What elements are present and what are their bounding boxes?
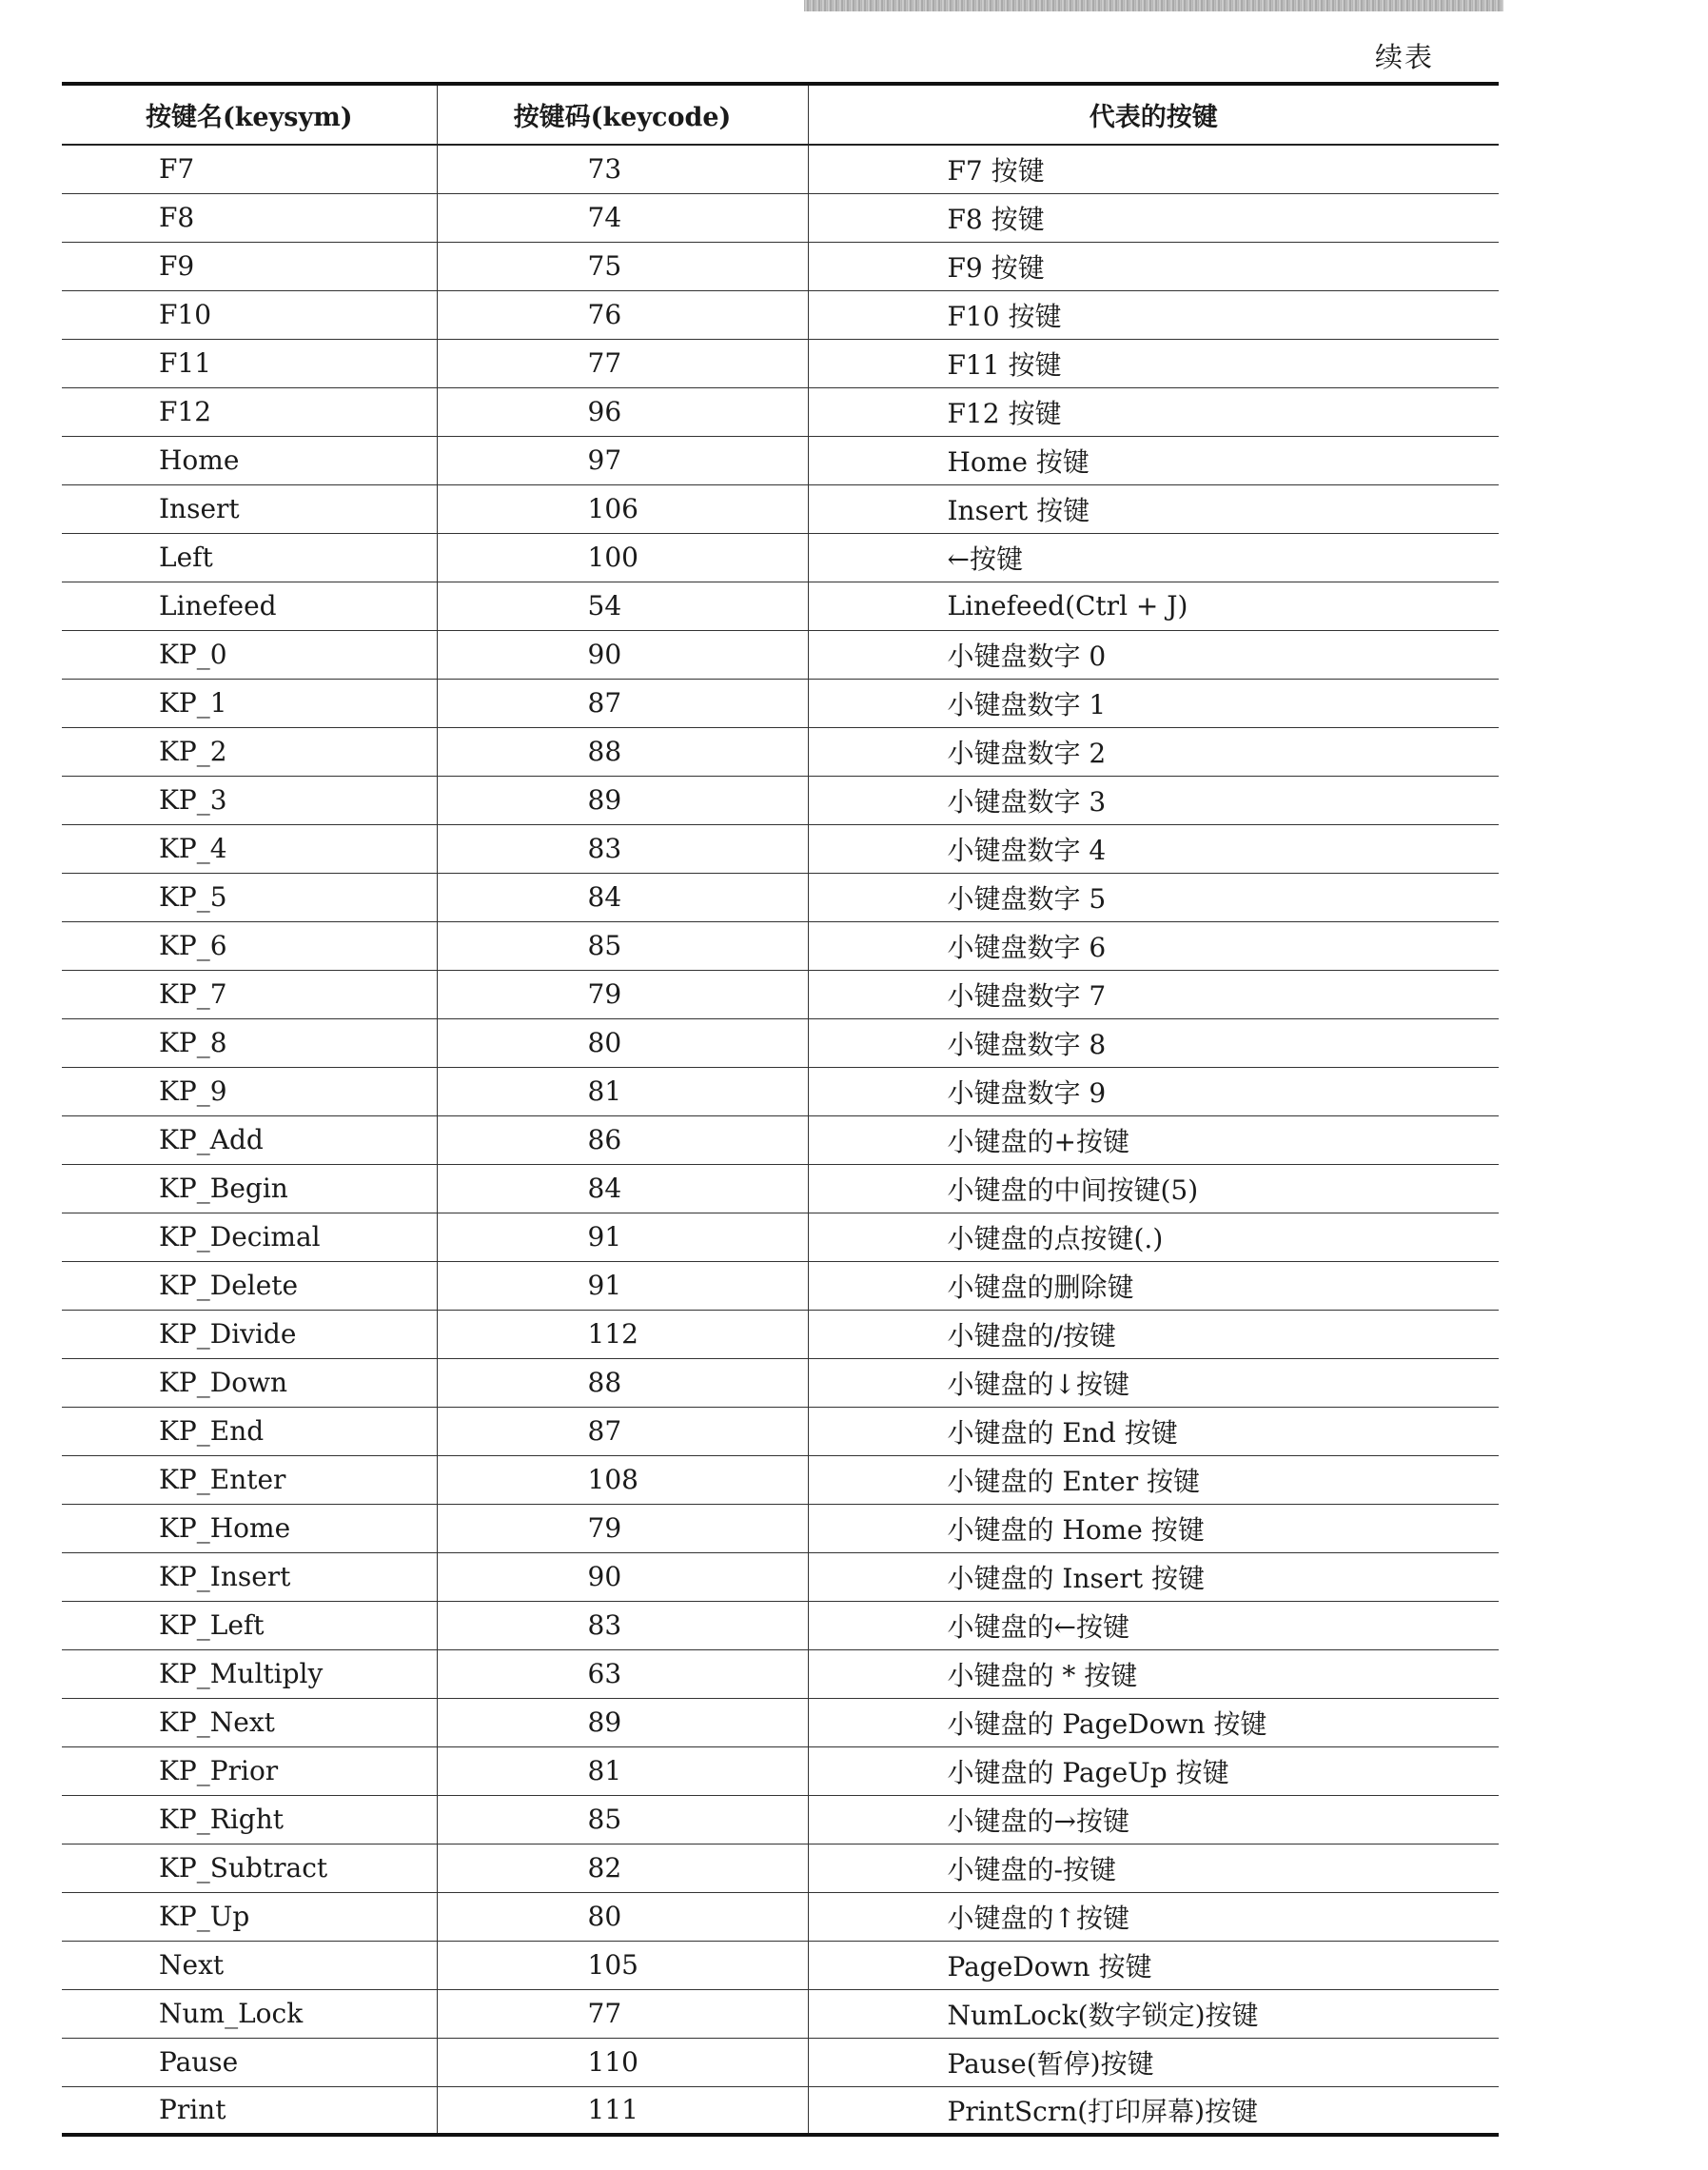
cell-description: 小键盘的 PageUp 按键: [808, 1746, 1499, 1795]
cell-keycode: 87: [437, 679, 808, 727]
cell-keycode: 77: [437, 1989, 808, 2038]
table-row: [62, 1746, 1499, 1795]
cell-keysym: Num_Lock: [62, 1989, 437, 2038]
cell-keysym: KP_3: [62, 776, 437, 824]
cell-keycode: 63: [437, 1649, 808, 1698]
cell-keycode: 91: [437, 1261, 808, 1310]
cell-keysym: KP_Right: [62, 1795, 437, 1844]
table-row: [62, 1018, 1499, 1067]
table-row: [62, 1504, 1499, 1552]
table-row: [62, 824, 1499, 873]
cell-keysym: KP_Add: [62, 1115, 437, 1164]
table-header-row: [62, 84, 1499, 145]
table-row: [62, 1844, 1499, 1892]
cell-keycode: 54: [437, 582, 808, 630]
cell-description: 小键盘的↑按键: [808, 1892, 1499, 1941]
header-description: 代表的按键: [808, 84, 1499, 145]
cell-description: 小键盘的/按键: [808, 1310, 1499, 1358]
cell-keysym: Print: [62, 2086, 437, 2135]
cell-description: 小键盘数字 4: [808, 824, 1499, 873]
cell-description: 小键盘的←按键: [808, 1601, 1499, 1649]
table-row: [62, 1989, 1499, 2038]
cell-keysym: F9: [62, 242, 437, 290]
cell-keysym: F7: [62, 145, 437, 193]
header-keysym: 按键名(keysym): [62, 84, 437, 145]
table-row: [62, 1601, 1499, 1649]
cell-keycode: 80: [437, 1018, 808, 1067]
cell-keycode: 86: [437, 1115, 808, 1164]
cell-keysym: F12: [62, 387, 437, 436]
cell-keycode: 90: [437, 630, 808, 679]
cell-keycode: 112: [437, 1310, 808, 1358]
cell-keysym: KP_Prior: [62, 1746, 437, 1795]
cell-keysym: KP_Begin: [62, 1164, 437, 1213]
cell-keysym: KP_4: [62, 824, 437, 873]
cell-keysym: KP_Divide: [62, 1310, 437, 1358]
table-row: [62, 1407, 1499, 1455]
table-row: [62, 1892, 1499, 1941]
cell-description: F12 按键: [808, 387, 1499, 436]
table-row: [62, 290, 1499, 339]
cell-keycode: 96: [437, 387, 808, 436]
cell-description: 小键盘的删除键: [808, 1261, 1499, 1310]
cell-keysym: KP_End: [62, 1407, 437, 1455]
table-row: [62, 436, 1499, 484]
cell-keycode: 81: [437, 1746, 808, 1795]
cell-description: Home 按键: [808, 436, 1499, 484]
cell-keysym: KP_0: [62, 630, 437, 679]
cell-keysym: Left: [62, 533, 437, 582]
cell-keysym: F8: [62, 193, 437, 242]
table-row: [62, 533, 1499, 582]
cell-keycode: 106: [437, 484, 808, 533]
cell-keycode: 73: [437, 145, 808, 193]
table-row: [62, 1941, 1499, 1989]
cell-description: 小键盘的→按键: [808, 1795, 1499, 1844]
table-row: [62, 679, 1499, 727]
cell-keysym: KP_9: [62, 1067, 437, 1115]
cell-keycode: 97: [437, 436, 808, 484]
cell-keycode: 74: [437, 193, 808, 242]
table-row: [62, 1213, 1499, 1261]
table-row: [62, 582, 1499, 630]
cell-description: F8 按键: [808, 193, 1499, 242]
cell-description: 小键盘数字 6: [808, 921, 1499, 970]
cell-description: 小键盘数字 1: [808, 679, 1499, 727]
table-row: [62, 242, 1499, 290]
page-top-scan-bar: [804, 0, 1503, 11]
cell-keysym: KP_Insert: [62, 1552, 437, 1601]
cell-keysym: KP_Subtract: [62, 1844, 437, 1892]
cell-keycode: 79: [437, 1504, 808, 1552]
table-row: [62, 1067, 1499, 1115]
table-row: [62, 873, 1499, 921]
cell-description: 小键盘数字 3: [808, 776, 1499, 824]
cell-description: 小键盘的中间按键(5): [808, 1164, 1499, 1213]
table-row: [62, 1698, 1499, 1746]
cell-description: 小键盘的-按键: [808, 1844, 1499, 1892]
table-row: [62, 921, 1499, 970]
table-body: [62, 145, 1499, 2135]
cell-description: 小键盘的↓按键: [808, 1358, 1499, 1407]
cell-keysym: KP_2: [62, 727, 437, 776]
cell-description: 小键盘的 PageDown 按键: [808, 1698, 1499, 1746]
cell-keysym: KP_Down: [62, 1358, 437, 1407]
table-row: [62, 630, 1499, 679]
cell-description: 小键盘的 End 按键: [808, 1407, 1499, 1455]
cell-keysym: F11: [62, 339, 437, 387]
cell-keycode: 85: [437, 921, 808, 970]
cell-keycode: 105: [437, 1941, 808, 1989]
cell-keysym: KP_1: [62, 679, 437, 727]
cell-keycode: 85: [437, 1795, 808, 1844]
table-row: [62, 1358, 1499, 1407]
table-row: [62, 1649, 1499, 1698]
cell-description: F7 按键: [808, 145, 1499, 193]
cell-keycode: 91: [437, 1213, 808, 1261]
cell-keysym: F10: [62, 290, 437, 339]
cell-keycode: 88: [437, 1358, 808, 1407]
table-row: [62, 1164, 1499, 1213]
keysym-table: [62, 82, 1499, 2137]
cell-description: F11 按键: [808, 339, 1499, 387]
cell-keysym: KP_Next: [62, 1698, 437, 1746]
cell-keysym: KP_Delete: [62, 1261, 437, 1310]
table-row: [62, 970, 1499, 1018]
cell-description: NumLock(数字锁定)按键: [808, 1989, 1499, 2038]
cell-description: 小键盘数字 2: [808, 727, 1499, 776]
cell-keycode: 84: [437, 873, 808, 921]
cell-description: 小键盘的 * 按键: [808, 1649, 1499, 1698]
cell-keysym: KP_5: [62, 873, 437, 921]
cell-keysym: KP_Enter: [62, 1455, 437, 1504]
table-row: [62, 145, 1499, 193]
cell-keycode: 83: [437, 1601, 808, 1649]
cell-keysym: KP_Decimal: [62, 1213, 437, 1261]
cell-description: 小键盘的 Insert 按键: [808, 1552, 1499, 1601]
cell-keycode: 90: [437, 1552, 808, 1601]
cell-keysym: KP_Up: [62, 1892, 437, 1941]
table-row: [62, 2086, 1499, 2135]
cell-description: 小键盘数字 8: [808, 1018, 1499, 1067]
cell-description: Insert 按键: [808, 484, 1499, 533]
cell-description: 小键盘的+按键: [808, 1115, 1499, 1164]
cell-keycode: 77: [437, 339, 808, 387]
cell-description: ←按键: [808, 533, 1499, 582]
cell-keycode: 100: [437, 533, 808, 582]
continued-label: 续表: [1375, 41, 1435, 73]
table-row: [62, 339, 1499, 387]
cell-description: F9 按键: [808, 242, 1499, 290]
cell-keysym: KP_Left: [62, 1601, 437, 1649]
table-row: [62, 1310, 1499, 1358]
cell-description: 小键盘数字 0: [808, 630, 1499, 679]
cell-description: 小键盘数字 5: [808, 873, 1499, 921]
table-row: [62, 1261, 1499, 1310]
cell-description: PageDown 按键: [808, 1941, 1499, 1989]
cell-keycode: 84: [437, 1164, 808, 1213]
cell-keysym: KP_Home: [62, 1504, 437, 1552]
cell-keysym: Home: [62, 436, 437, 484]
cell-keycode: 75: [437, 242, 808, 290]
cell-keycode: 81: [437, 1067, 808, 1115]
cell-keycode: 108: [437, 1455, 808, 1504]
cell-description: 小键盘的 Enter 按键: [808, 1455, 1499, 1504]
cell-keycode: 82: [437, 1844, 808, 1892]
table-row: [62, 2038, 1499, 2086]
table-row: [62, 1552, 1499, 1601]
cell-keycode: 76: [437, 290, 808, 339]
cell-keysym: KP_Multiply: [62, 1649, 437, 1698]
cell-keycode: 89: [437, 776, 808, 824]
table-row: [62, 193, 1499, 242]
cell-description: Pause(暂停)按键: [808, 2038, 1499, 2086]
cell-keysym: Insert: [62, 484, 437, 533]
header-keycode: 按键码(keycode): [437, 84, 808, 145]
table-row: [62, 1795, 1499, 1844]
cell-description: 小键盘数字 9: [808, 1067, 1499, 1115]
cell-keycode: 80: [437, 1892, 808, 1941]
cell-description: 小键盘的点按键(.): [808, 1213, 1499, 1261]
table-row: [62, 387, 1499, 436]
cell-description: 小键盘的 Home 按键: [808, 1504, 1499, 1552]
cell-keycode: 83: [437, 824, 808, 873]
cell-description: Linefeed(Ctrl + J): [808, 582, 1499, 630]
cell-keysym: Next: [62, 1941, 437, 1989]
table-row: [62, 1455, 1499, 1504]
cell-description: PrintScrn(打印屏幕)按键: [808, 2086, 1499, 2135]
cell-keycode: 110: [437, 2038, 808, 2086]
table-row: [62, 727, 1499, 776]
cell-keycode: 88: [437, 727, 808, 776]
cell-description: F10 按键: [808, 290, 1499, 339]
cell-keysym: Linefeed: [62, 582, 437, 630]
cell-keysym: KP_7: [62, 970, 437, 1018]
table-row: [62, 484, 1499, 533]
cell-keycode: 89: [437, 1698, 808, 1746]
cell-keycode: 79: [437, 970, 808, 1018]
table-row: [62, 776, 1499, 824]
cell-keycode: 87: [437, 1407, 808, 1455]
cell-description: 小键盘数字 7: [808, 970, 1499, 1018]
table-row: [62, 1115, 1499, 1164]
cell-keysym: KP_8: [62, 1018, 437, 1067]
cell-keycode: 111: [437, 2086, 808, 2135]
cell-keysym: KP_6: [62, 921, 437, 970]
cell-keysym: Pause: [62, 2038, 437, 2086]
